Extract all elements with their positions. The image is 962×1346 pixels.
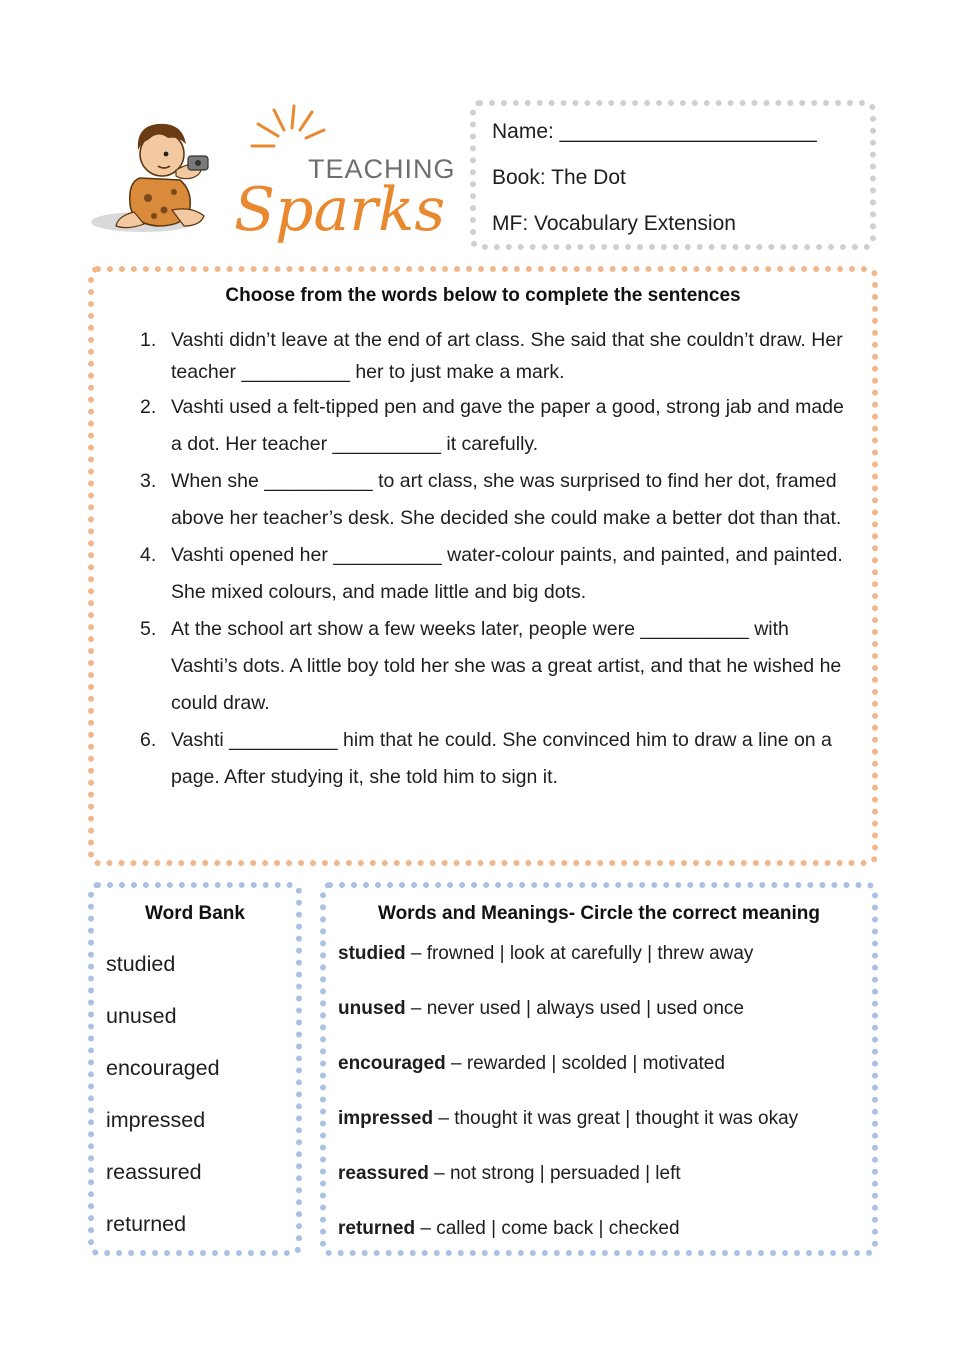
word-bank-item: studied xyxy=(106,952,176,976)
word-bank-item: returned xyxy=(106,1212,187,1236)
caveman-mascot-icon xyxy=(116,124,208,228)
option-separator: | xyxy=(625,1108,631,1129)
teaching-sparks-logo xyxy=(88,100,458,250)
logo-graphic xyxy=(88,100,458,250)
sentence-section-title: Choose from the words below to complete the sentences xyxy=(225,285,741,306)
name-line[interactable]: Name: ______________________ xyxy=(492,120,817,143)
meaning-word: studied xyxy=(338,943,406,964)
meaning-option[interactable]: rewarded xyxy=(466,1053,547,1074)
sentence-text[interactable]: Vashti opened her __________ water-colour paints, and painted, and painted. She mixed colours, and made little and big dots. xyxy=(171,544,843,603)
meaning-word: impressed xyxy=(338,1108,434,1129)
option-separator: | xyxy=(645,1163,650,1184)
sentence-text[interactable]: When she __________ to art class, she was surprised to find her dot, framed above her teacher’s desk. She decided she could make a better dot than that. xyxy=(171,470,842,529)
sentence-text[interactable]: Vashti __________ him that he could. She convinced him to draw a line on a page. After studying it, she told him to sign it. xyxy=(171,729,832,788)
meaning-word: reassured xyxy=(338,1163,429,1184)
sentence-number: 3. xyxy=(140,470,157,492)
meaning-option[interactable]: come back xyxy=(501,1218,594,1239)
meaning-option[interactable]: look at carefully xyxy=(509,943,642,964)
sentence-number: 6. xyxy=(140,729,157,751)
sentence-text[interactable]: Vashti used a felt-tipped pen and gave the paper a good, strong jab and made a dot. Her teacher __________ it carefully. xyxy=(171,396,844,455)
meaning-option[interactable]: called xyxy=(436,1218,486,1239)
meaning-option[interactable]: thought it was great xyxy=(454,1108,621,1129)
sentence-item xyxy=(134,389,854,463)
word-bank-title: Word Bank xyxy=(145,903,245,924)
sentence-item xyxy=(134,324,854,388)
sentence-section xyxy=(88,266,878,866)
meaning-dash: – xyxy=(410,943,422,964)
meaning-word: unused xyxy=(338,998,406,1019)
option-separator: | xyxy=(646,998,651,1019)
sentence-number: 4. xyxy=(140,544,157,566)
spark-rays-icon xyxy=(252,106,324,146)
meaning-row xyxy=(338,997,798,1052)
meaning-row xyxy=(338,1052,798,1107)
meaning-option[interactable]: always used xyxy=(536,998,641,1019)
sentence-text[interactable]: At the school art show a few weeks later, people were __________ with Vashti’s dots. A little boy told her she was a great artist, and that he wished he could draw. xyxy=(171,618,842,714)
option-separator: | xyxy=(539,1163,545,1184)
sentence-item xyxy=(134,537,854,611)
option-separator: | xyxy=(526,998,531,1019)
meaning-word: encouraged xyxy=(338,1053,446,1074)
mf-line: MF: Vocabulary Extension xyxy=(492,212,736,235)
meaning-dash: – xyxy=(420,1218,431,1239)
word-bank-section xyxy=(88,882,302,1256)
option-separator: | xyxy=(632,1053,638,1074)
meaning-option[interactable]: thought it was okay xyxy=(635,1108,799,1129)
sentence-number: 1. xyxy=(140,329,157,351)
meaning-option[interactable]: scolded xyxy=(561,1053,628,1074)
meaning-dash: – xyxy=(438,1108,449,1129)
book-line: Book: The Dot xyxy=(492,166,626,189)
option-separator: | xyxy=(491,1218,497,1239)
option-separator: | xyxy=(551,1053,557,1074)
meaning-row xyxy=(338,1162,798,1217)
word-bank-list xyxy=(106,938,220,1250)
sentence-item xyxy=(134,722,854,796)
word-bank-item: reassured xyxy=(106,1160,202,1184)
meaning-option[interactable]: persuaded xyxy=(549,1163,640,1184)
meaning-option[interactable]: threw away xyxy=(657,943,754,964)
word-bank-item: unused xyxy=(106,1004,177,1028)
meanings-title: Words and Meanings- Circle the correct meaning xyxy=(377,903,821,924)
meaning-row xyxy=(338,942,798,997)
meaning-dash: – xyxy=(434,1163,445,1184)
meaning-option[interactable]: checked xyxy=(608,1218,680,1239)
option-separator: | xyxy=(499,943,505,964)
sentence-list xyxy=(134,324,854,796)
meanings-section xyxy=(320,882,878,1256)
logo-word-sparks: Sparks xyxy=(234,175,446,245)
student-info-box xyxy=(470,100,876,250)
meaning-dash: – xyxy=(410,998,422,1019)
option-separator: | xyxy=(647,943,653,964)
meaning-row xyxy=(338,1107,798,1162)
logo-word-teaching: TEACHING xyxy=(308,154,456,184)
meaning-word: returned xyxy=(338,1218,416,1239)
sentence-item xyxy=(134,611,854,722)
sentence-number: 5. xyxy=(140,618,157,640)
meaning-option[interactable]: left xyxy=(655,1163,681,1184)
meanings-list xyxy=(338,942,798,1272)
sentence-text[interactable]: Vashti didn’t leave at the end of art class. She said that she couldn’t draw. Her teacher __________ her to just make a mark. xyxy=(171,329,843,383)
word-bank-item: encouraged xyxy=(106,1056,220,1080)
meaning-option[interactable]: used once xyxy=(656,998,744,1019)
option-separator: | xyxy=(598,1218,604,1239)
meaning-option[interactable]: motivated xyxy=(642,1053,725,1074)
meaning-option[interactable]: not strong xyxy=(449,1163,535,1184)
meaning-option[interactable]: never used xyxy=(426,998,521,1019)
meaning-row xyxy=(338,1217,798,1272)
meaning-dash: – xyxy=(450,1053,462,1074)
sentence-number: 2. xyxy=(140,396,157,418)
sentence-item xyxy=(134,463,854,537)
meaning-option[interactable]: frowned xyxy=(426,943,495,964)
word-bank-item: impressed xyxy=(106,1108,206,1132)
